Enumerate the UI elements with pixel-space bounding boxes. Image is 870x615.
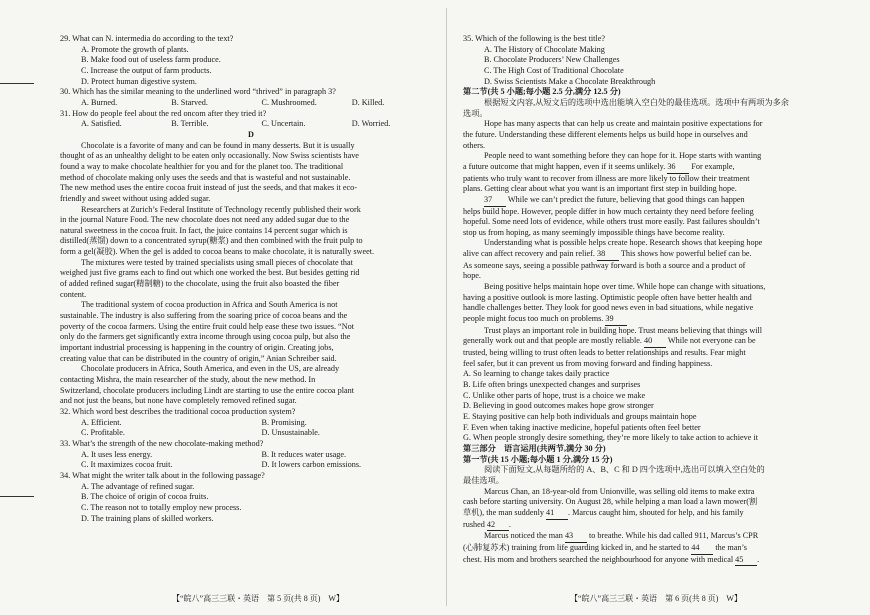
paragraph	[463, 487, 855, 532]
option: B. Life often brings unexpected changes and surprises	[463, 380, 641, 389]
option: D. Protect human digestive system.	[81, 76, 197, 86]
paragraph-line: trusted, being willing to trust often leads to better relationships and results. Fear might	[463, 348, 746, 358]
paragraph	[463, 282, 855, 326]
paragraph-line: found a way to make chocolate healthier for you and for the planet too. The traditional	[60, 161, 344, 171]
option: A. It uses less energy.	[81, 449, 153, 459]
paragraph-line: The traditional system of cocoa production in Africa and South America is not	[81, 300, 338, 310]
answer-blank: 45	[735, 555, 757, 567]
paragraph	[60, 141, 442, 205]
paragraph-line: rushed 42 .	[463, 520, 855, 532]
paragraph-line: (心肺复苏术) training from life guarding kicked in, and he started to 44 the man’s	[463, 543, 855, 555]
page-footer: 【“皖八”高三三联・英语 第 6 页(共 8 页) W】	[570, 594, 742, 603]
paragraph-line: hopeful. Some need lots of evidence, while others trust more easily. Past failures shouldn’t	[463, 217, 760, 227]
answer-blank: 36	[667, 162, 689, 174]
part-3-instructions	[463, 465, 855, 486]
paragraph	[463, 326, 855, 370]
gap-fill-options	[463, 369, 855, 444]
paragraph	[463, 119, 855, 151]
option: A. The History of Chocolate Making	[484, 44, 605, 54]
option: B. Make food out of useless farm produce.	[81, 55, 221, 65]
paragraph-line: in the journal Nature Food. The new chocolate does not need any added sugar due to the	[60, 215, 350, 225]
paragraph-line: Hope has many aspects that can help us create and maintain positive expectations for	[484, 119, 763, 129]
paragraph-line: thought of as an unhealthy delight to be eaten only occasionally. Now Swiss scientists have	[60, 151, 359, 161]
paragraph-line: others.	[463, 140, 486, 150]
answer-blank: 38	[597, 249, 619, 261]
paragraph-line: alive can affect recovery and pain relief. 38 This shows how powerful belief can be.	[463, 249, 855, 261]
binding-mark	[0, 496, 34, 497]
paragraph-line: plans. Getting clear about what you want is an important first step in building hope.	[463, 184, 737, 194]
question-32-options	[60, 428, 442, 439]
option: F. Even when taking inactive medicine, hopeful patients often feel better	[463, 422, 701, 432]
paragraph-line: creating value that can be distributed in the country of origin,” Anian Schreiber said.	[60, 353, 337, 363]
option: B. It reduces water usage.	[261, 449, 347, 459]
paragraph-line: handle challenges better. They look for good news even in bad situations, while negative	[463, 303, 754, 313]
paragraph-line: Being positive helps maintain hope over time. While hope can change with situations,	[484, 282, 766, 292]
paragraph-line: The new method uses the entire cocoa fruit instead of just the seeds, and that makes it eco-	[60, 183, 357, 193]
paragraph-line: form a gel(凝胶). When the gel is added to cocoa beans to make chocolate, it is naturally sweet.	[60, 247, 375, 257]
option: E. Staying positive can help both individuals and groups maintain hope	[463, 411, 697, 421]
question-35-options	[463, 45, 855, 88]
option: C. Profitable.	[81, 428, 125, 438]
paragraph	[463, 238, 855, 282]
paragraph-line: stop us from hoping, as many seemingly impossible things have become reality.	[463, 227, 725, 237]
paragraph-line: people might focus too much on problems. 39	[463, 314, 855, 326]
option: C. Increase the output of farm products.	[81, 65, 212, 75]
option: A. Satisfied.	[81, 119, 122, 129]
paragraph-line: The mixtures were tested by trained specialists using small pieces of chocolate that	[81, 257, 353, 267]
paragraph-line: having a positive outlook is more lasting. Optimistic people often have better health and	[463, 292, 752, 302]
section-letter: D	[248, 129, 254, 139]
paragraph-line: As someone says, seeing a possible pathway forward is both a source and a product of	[463, 260, 746, 270]
paragraph-line: 草机), the man suddenly 41 . Marcus caught him, shouted for help, and his family	[463, 508, 855, 520]
paragraph-line: hope.	[463, 271, 481, 281]
cloze-passage	[463, 487, 855, 567]
answer-blank: 44	[691, 543, 713, 555]
question-34-stem: 34. What might the writer talk about in the following passage?	[60, 470, 265, 480]
option: C. Unlike other parts of hope, trust is a choice we make	[463, 390, 646, 400]
paragraph-line: 37 While we can’t predict the future, believing that good things can happen	[463, 195, 855, 207]
paragraph	[60, 258, 442, 301]
question-34-options	[60, 482, 442, 525]
paragraph-line: Trust plays an important role in building hope. Trust means believing that things will	[484, 325, 763, 335]
paragraph-line: feel safer, but it can prevent us from moving forward and finding happiness.	[463, 358, 713, 368]
question-31-stem: 31. How do people feel about the red oncom after they tried it?	[60, 108, 267, 118]
question-32-options	[60, 418, 442, 429]
option: A. Promote the growth of plants.	[81, 44, 189, 54]
option: A. Burned.	[81, 97, 118, 107]
paragraph-line: and not just the beans, but none have completely removed refined sugar.	[60, 396, 297, 406]
answer-blank: 37	[484, 195, 506, 207]
option: B. Chocolate Producers’ New Challenges	[484, 55, 620, 65]
question-32-stem: 32. Which word best describes the traditional cocoa production system?	[60, 406, 296, 416]
question-35-stem: 35. Which of the following is the best title?	[463, 34, 605, 43]
paragraph-line: patients who truly want to recover from illness are more likely to follow their treatment	[463, 173, 750, 183]
paragraph-line: weighed just five grams each to find out which one worked the best. But besides getting rid	[60, 268, 360, 278]
question-33-options	[60, 460, 442, 471]
paragraph	[60, 364, 442, 407]
paragraph-line: generally work out and that people are mostly reliable. 40 While not everyone can be	[463, 336, 855, 348]
paragraph-line: People need to want something before they can hope for it. Hope starts with wanting	[484, 151, 762, 161]
paragraph	[60, 300, 442, 364]
paragraph-line: Marcus Chan, an 18-year-old from Unionville, was selling old items to make extra	[484, 486, 755, 496]
instruction-line: 阅读下面短文,从每题所给的 A、B、C 和 D 四个选项中,选出可以填入空白处的	[484, 465, 765, 475]
instruction-line: 根据短文内容,从短文后的选项中选出能填入空白处的最佳选项。选项中有两项为多余	[484, 97, 789, 107]
option: A. So learning to change takes daily practice	[463, 369, 610, 379]
option: B. Terrible.	[171, 119, 209, 129]
instruction-line: 最佳选项。	[463, 475, 504, 485]
answer-blank: 41	[546, 508, 568, 520]
option: B. The choice of origin of cocoa fruits.	[81, 492, 209, 502]
option: D. Believing in good outcomes makes hope grow stronger	[463, 401, 654, 411]
option: D. Swiss Scientists Make a Chocolate Breakthrough	[484, 76, 656, 86]
option: D. Killed.	[351, 97, 385, 107]
option: D. Unsustainable.	[261, 428, 320, 438]
paragraph-line: Chocolate producers in Africa, South America, and even in the US, are already	[81, 364, 340, 374]
part-3-subtitle: 第一节(共 15 小题;每小题 1 分,满分 15 分)	[463, 454, 613, 464]
answer-blank: 40	[644, 336, 666, 348]
option: B. Promising.	[261, 417, 307, 427]
paragraph-line: Switzerland, chocolate producers including Lindt are starting to use the entire cocoa plant	[60, 385, 354, 395]
option: D. The training plans of skilled workers.	[81, 513, 214, 523]
option: C. The reason not to totally employ new process.	[81, 502, 242, 512]
question-33-options	[60, 450, 442, 461]
option: D. Worried.	[351, 119, 391, 129]
question-31-options	[60, 119, 442, 130]
question-30-stem: 30. Which has the similar meaning to the underlined word “thrived” in paragraph 3?	[60, 87, 336, 97]
paragraph-line: Researchers at Zurich’s Federal Institute of Technology recently published their work	[81, 204, 361, 214]
answer-blank: 39	[605, 314, 627, 326]
reading-passage-d	[60, 141, 442, 407]
paragraph-line: friendly and sweet without using added sugar.	[60, 193, 211, 203]
paragraph-line: Marcus noticed the man 43 to breathe. While his dad called 911, Marcus’s CPR	[463, 531, 855, 543]
paragraph-line: sustainable. The industry is also suffering from the soaring price of cocoa beans and the	[60, 311, 348, 321]
part-3-title: 第三部分 语言运用(共两节,满分 30 分)	[463, 443, 606, 453]
section-2-instructions	[463, 98, 855, 119]
paragraph-line: the future. Understanding these different elements helps us build hope in ourselves and	[463, 129, 748, 139]
paragraph-line: Chocolate is a favorite of many and can be found in many desserts. But it is usually	[81, 140, 355, 150]
option: C. It maximizes cocoa fruit.	[81, 460, 173, 470]
question-29-options	[60, 45, 442, 88]
paragraph-line: distilled(蒸馏) down to a concentrated syrup(糖浆) and then combined with the fruit pulp to	[60, 236, 363, 246]
answer-blank: 43	[565, 531, 587, 543]
page-6	[463, 34, 855, 566]
paragraph-line: chest. His mom and brothers searched the neighbourhood for anyone with medical 45 .	[463, 555, 855, 567]
option: C. Uncertain.	[261, 119, 306, 129]
paragraph-line: method of chocolate making only uses the seeds and that is wasteful and not sustainable.	[60, 172, 351, 182]
paragraph	[463, 531, 855, 566]
paragraph	[463, 195, 855, 239]
page-fold	[446, 8, 447, 606]
paragraph-line: contacting Mishra, the main researcher of the study, about the new method. In	[60, 375, 316, 384]
binding-mark	[0, 83, 34, 84]
page-5	[60, 34, 442, 524]
instruction-line: 选项。	[463, 108, 488, 118]
paragraph-line: poverty of the cocoa farmers. Using the entire fruit could help ease these two issues. “Not	[60, 321, 354, 331]
paragraph-line: cash before starting university. On August 28, while helping a man load a lawn mower(割	[463, 497, 758, 507]
gap-fill-passage	[463, 119, 855, 369]
paragraph-line: important industrial processing is happening in the country of origin. Creating jobs,	[60, 343, 334, 353]
paragraph-line: a future outcome that might happen, even if it seems unlikely. 36 For example,	[463, 162, 855, 174]
option: A. The advantage of refined sugar.	[81, 481, 195, 491]
paragraph-line: content.	[60, 289, 87, 299]
question-29-stem: 29. What can N. intermedia do according to the text?	[60, 34, 234, 43]
option: C. The High Cost of Traditional Chocolate	[484, 65, 624, 75]
question-30-options	[60, 98, 442, 109]
paragraph-line: of added refined sugar(精制糖) to the chocolate, using the fruit also boasted the fiber	[60, 279, 340, 289]
question-33-stem: 33. What’s the strength of the new chocolate-making method?	[60, 438, 264, 448]
option: D. It lowers carbon emissions.	[261, 460, 362, 470]
option: G. When people strongly desire something, they’re more likely to take action to achieve it	[463, 433, 758, 443]
option: A. Efficient.	[81, 417, 122, 427]
option: C. Mushroomed.	[261, 97, 317, 107]
section-2-title: 第二节(共 5 小题;每小题 2.5 分,满分 12.5 分)	[463, 87, 621, 97]
paragraph-line: Understanding what is possible helps create hope. Research shows that keeping hope	[484, 238, 763, 248]
page-footer: 【“皖八”高三三联・英语 第 5 页(共 8 页) W】	[172, 594, 344, 603]
answer-blank: 42	[487, 520, 509, 532]
option: B. Starved.	[171, 97, 208, 107]
paragraph	[60, 205, 442, 258]
paragraph-line: natural sweetness in the cocoa fruit. In fact, the juice contains 14 percent sugar which is	[60, 225, 348, 235]
paragraph-line: only do the farmers get significantly extra income through using cocoa pulp, but also the	[60, 332, 351, 342]
paragraph-line: helps build hope. However, people differ in how much certainty they need before feeling	[463, 206, 754, 216]
paragraph	[463, 151, 855, 195]
